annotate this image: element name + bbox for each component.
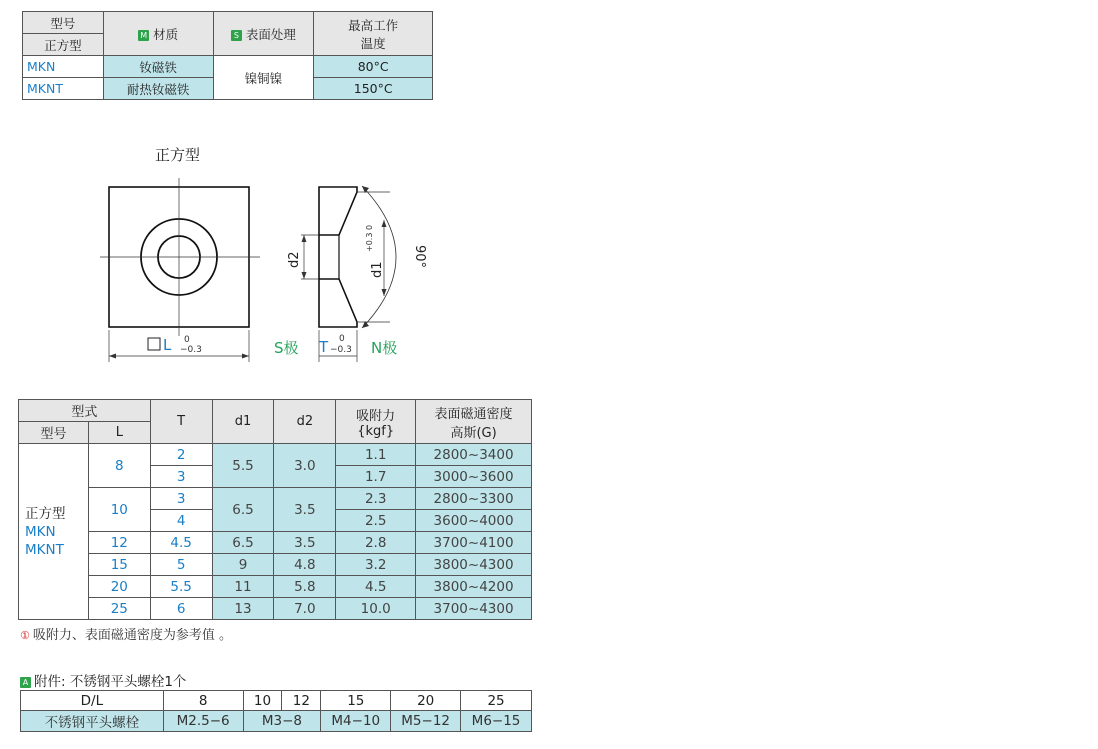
d1-cell: 5.5	[212, 444, 274, 488]
N-pole-label: N极	[371, 339, 398, 357]
temp-cell: 150°C	[314, 78, 433, 100]
angle-label: 90°	[412, 245, 427, 269]
model-cell: MKNT	[23, 78, 104, 100]
force-header: 吸附力 {kgf}	[336, 400, 416, 444]
T-cell: 3	[150, 488, 212, 510]
d2-cell: 3.5	[274, 532, 336, 554]
surface-header: S 表面处理	[213, 12, 314, 56]
d2-header: d2	[274, 400, 336, 444]
force-cell: 3.2	[336, 554, 416, 576]
L-label: L	[163, 336, 172, 354]
L-cell: 12	[88, 532, 150, 554]
size-header: 20	[391, 691, 461, 711]
force-cell: 1.7	[336, 466, 416, 488]
model-header: 型号	[19, 422, 89, 444]
L-cell: 10	[88, 488, 150, 532]
T-cell: 2	[150, 444, 212, 466]
density-cell: 3600~4000	[416, 510, 532, 532]
size-header: 25	[461, 691, 532, 711]
drawing-title: 正方型	[155, 146, 201, 164]
force-cell: 2.5	[336, 510, 416, 532]
d1-cell: 13	[212, 598, 274, 620]
dl-header: D/L	[21, 691, 164, 711]
d1-label: d1	[370, 261, 385, 278]
S-pole-label: S极	[274, 339, 299, 357]
force-cell: 2.8	[336, 532, 416, 554]
accessory-badge-icon: A	[20, 677, 31, 688]
material-header: M 材质	[103, 12, 213, 56]
bolt-size-cell: M6−15	[461, 711, 532, 732]
d1-cell: 11	[212, 576, 274, 598]
model-cell: 正方型 MKN MKNT	[19, 444, 89, 620]
accessory-title-text: 附件: 不锈钢平头螺栓1个	[34, 674, 187, 690]
T-cell: 3	[150, 466, 212, 488]
density-cell: 3000~3600	[416, 466, 532, 488]
size-header: 10	[243, 691, 282, 711]
density-cell: 3800~4200	[416, 576, 532, 598]
density-cell: 3700~4100	[416, 532, 532, 554]
density-cell: 3700~4300	[416, 598, 532, 620]
spec-table	[18, 399, 532, 620]
size-header: 8	[163, 691, 243, 711]
density-cell: 2800~3300	[416, 488, 532, 510]
L-header: L	[88, 422, 150, 444]
L-cell: 25	[88, 598, 150, 620]
force-cell: 10.0	[336, 598, 416, 620]
force-cell: 1.1	[336, 444, 416, 466]
d2-label: d2	[287, 251, 302, 268]
T-header: T	[150, 400, 212, 444]
reference-note	[20, 624, 232, 643]
T-tolerance-top: 0	[339, 334, 345, 344]
force-cell: 4.5	[336, 576, 416, 598]
surface-badge-icon: S	[231, 30, 242, 41]
material-table	[22, 11, 433, 100]
density-cell: 3800~4300	[416, 554, 532, 576]
d2-cell: 3.5	[274, 488, 336, 532]
T-cell: 5.5	[150, 576, 212, 598]
T-label: T	[319, 338, 329, 356]
material-badge-icon: M	[138, 30, 149, 41]
material-cell: 耐热钕磁铁	[103, 78, 213, 100]
temp-cell: 80°C	[314, 56, 433, 78]
T-cell: 4	[150, 510, 212, 532]
side-view-lower	[319, 279, 357, 327]
note-mark-icon: ①	[20, 629, 30, 642]
d2-cell: 7.0	[274, 598, 336, 620]
bolt-label-cell: 不锈钢平头螺栓	[21, 711, 164, 732]
d2-cell: 5.8	[274, 576, 336, 598]
bolt-size-cell: M2.5−6	[163, 711, 243, 732]
side-view-upper	[319, 187, 357, 235]
size-header: 12	[282, 691, 321, 711]
material-cell: 钕磁铁	[103, 56, 213, 78]
accessory-table	[20, 690, 532, 732]
bolt-size-cell: M3−8	[243, 711, 321, 732]
size-header: 15	[321, 691, 391, 711]
technical-drawing	[100, 140, 440, 365]
L-tolerance-top: 0	[184, 335, 190, 345]
square-type-header: 正方型	[23, 34, 104, 56]
d2-cell: 4.8	[274, 554, 336, 576]
model-header: 型号	[23, 12, 104, 34]
T-tolerance-bottom: −0.3	[330, 345, 352, 355]
max-temp-header: 最高工作 温度	[314, 12, 433, 56]
d1-cell: 9	[212, 554, 274, 576]
note-text: 吸附力、表面磁通密度为参考值 。	[32, 628, 233, 643]
T-cell: 4.5	[150, 532, 212, 554]
d1-tolerance: +0.3 0	[365, 224, 374, 252]
L-cell: 15	[88, 554, 150, 576]
L-tolerance-bottom: −0.3	[180, 345, 202, 355]
model-cell: MKN	[23, 56, 104, 78]
d1-header: d1	[212, 400, 274, 444]
L-cell: 20	[88, 576, 150, 598]
d2-cell: 3.0	[274, 444, 336, 488]
density-header: 表面磁通密度 高斯(G)	[416, 400, 532, 444]
square-symbol-icon	[148, 338, 160, 350]
bolt-size-cell: M5−12	[391, 711, 461, 732]
density-cell: 2800~3400	[416, 444, 532, 466]
bolt-size-cell: M4−10	[321, 711, 391, 732]
T-cell: 5	[150, 554, 212, 576]
force-cell: 2.3	[336, 488, 416, 510]
surface-cell: 镍铜镍	[213, 56, 314, 100]
d1-cell: 6.5	[212, 532, 274, 554]
T-cell: 6	[150, 598, 212, 620]
accessory-title	[20, 670, 186, 690]
d1-cell: 6.5	[212, 488, 274, 532]
type-header: 型式	[19, 400, 151, 422]
L-cell: 8	[88, 444, 150, 488]
angle-arc	[362, 186, 396, 328]
